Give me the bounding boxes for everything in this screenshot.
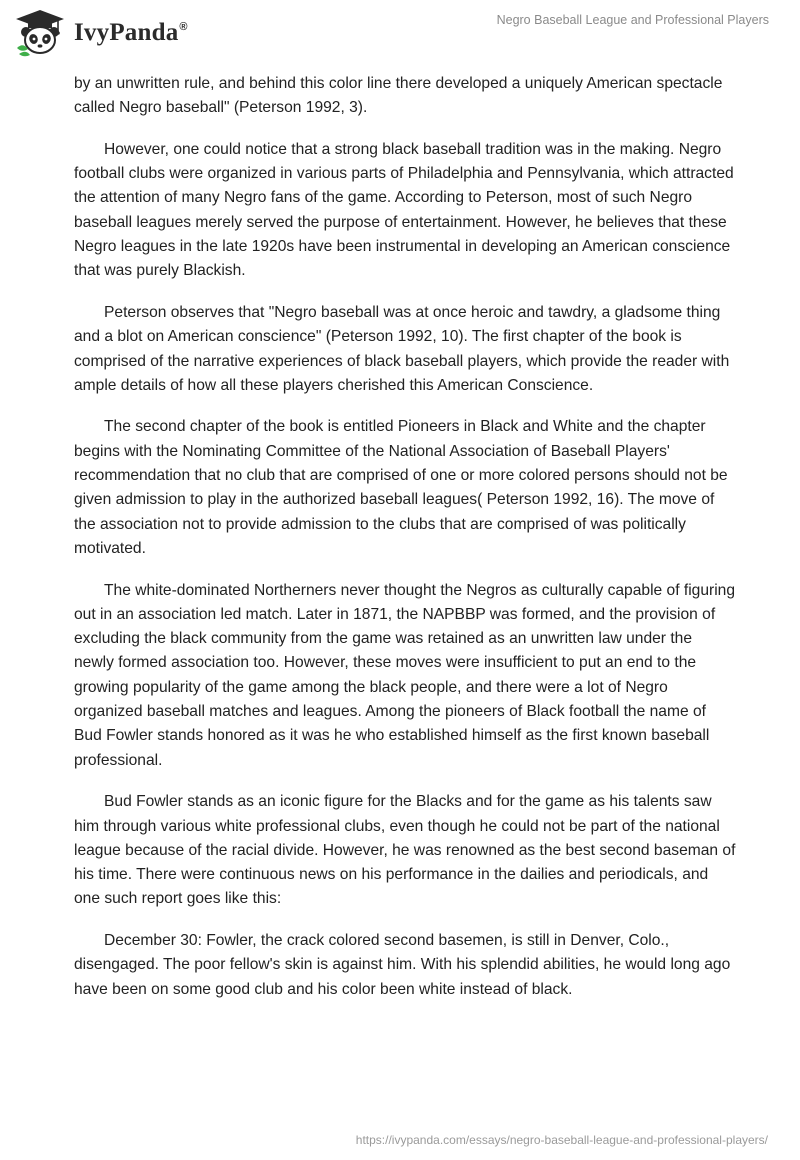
logo-wordmark: IvyPanda® [74,19,188,46]
paragraph: However, one could notice that a strong black baseball tradition was in the making. Negro football clubs were organized in various parts of Philadelphia and Pennsylvania, which attracted the attention of many Negro fans of the game. According to Peterson, most of such Negro baseball leagues merely served the purpose of entertainment. However, he believes that these Negro leagues in the late 1920s have been instrumental in developing an American conscience that was purely Blackish. [74,140,734,280]
document-title: Negro Baseball League and Professional Players [496,13,769,27]
paragraph: The second chapter of the book is entitled Pioneers in Black and White and the chapter begins with the Nominating Committee of the National Association of Baseball Players' recommendation that no club that are comprised of one or more colored persons should not be given admission to play in the authorized baseball leagues( Peterson 1992, 16). The move of the association not to provide admission to the clubs that are comprised of was politically motivated. [74,418,728,557]
paragraph: by an unwritten rule, and behind this color line there developed a uniquely American spectacle called Negro baseball" (Peterson 1992, 3). [74,75,723,117]
paragraph: December 30: Fowler, the crack colored second basemen, is still in Denver, Colo., disengaged. The poor fellow's skin is against him. With his splendid abilities, he would long ago have been on some good club and his color been white instead of black. [74,931,731,998]
ivypanda-logo[interactable] [14,8,188,58]
page-header [0,0,800,70]
essay-body [74,72,736,1019]
paragraph: Bud Fowler stands as an iconic figure for the Blacks and for the game as his talents saw him through various white professional clubs, even though he could not be part of the national league because of the racial divide. However, he was renowned as the best second baseman of his time. There were continuous news on his performance in the dailies and periodicals, and one such report goes like this: [74,793,736,908]
paragraph: The white-dominated Northerners never thought the Negros as culturally capable of figuring out in an association led match. Later in 1871, the NAPBBP was formed, and the provision of excluding the black community from the game was retained as an unwritten law under the newly formed association too. However, these moves were insufficient to put an end to the growing popularity of the game among the black people, and there were a lot of Negro organized baseball matches and leagues. Among the pioneers of Black football the name of Bud Fowler stands honored as it was he who established himself as the first known baseball professional. [74,581,736,769]
panda-graduate-icon [14,8,66,58]
paragraph: Peterson observes that "Negro baseball was at once heroic and tawdry, a gladsome thing and a blot on American conscience" (Peterson 1992, 10). The first chapter of the book is comprised of the narrative experiences of black baseball players, which provide the reader with ample details of how all these players cherished this American Conscience. [74,303,730,394]
source-url: https://ivypanda.com/essays/negro-baseball-league-and-professional-players/ [355,1133,768,1147]
